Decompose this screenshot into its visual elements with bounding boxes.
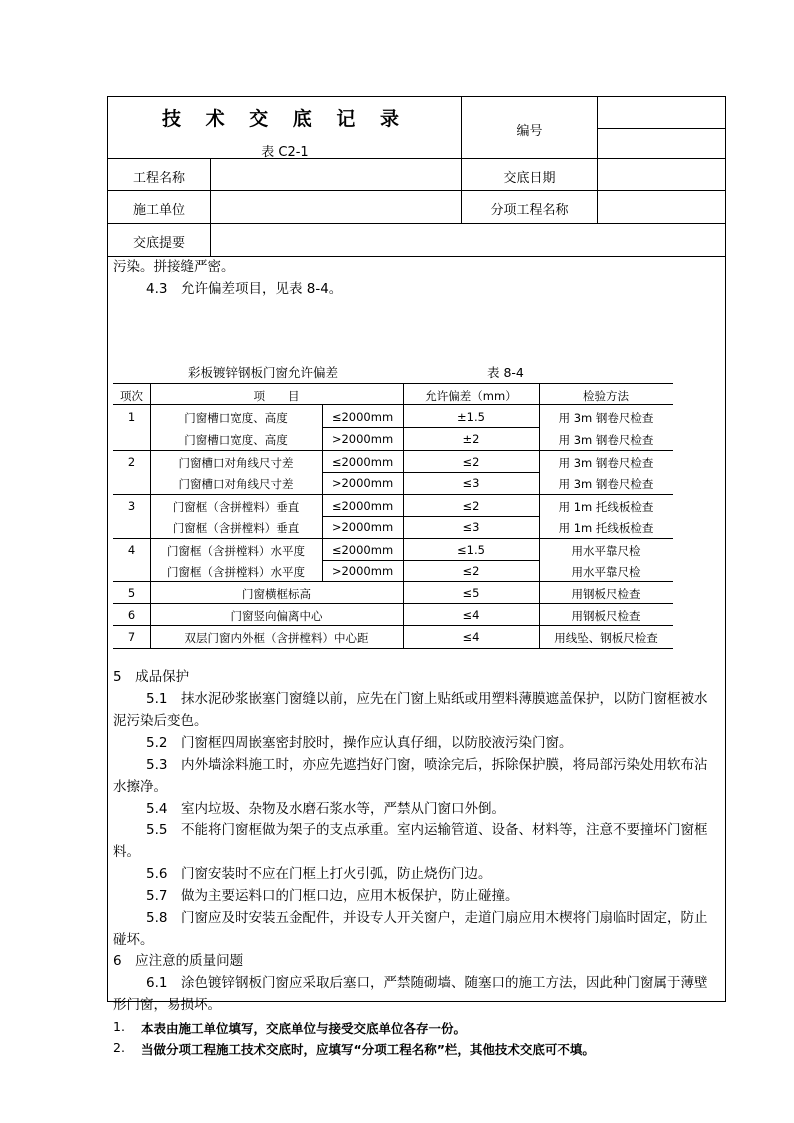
table-row-cond: >2000mm	[331, 476, 394, 490]
paragraph: 5.6 门窗安装时不应在门框上打火引弧，防止烧伤门边。	[146, 866, 492, 882]
table-row-no: 1	[127, 410, 136, 424]
header-divider	[107, 190, 726, 191]
table-row-no: 2	[127, 455, 136, 469]
table-rule	[113, 404, 673, 405]
table-row-no: 5	[127, 586, 136, 600]
table-row-no: 7	[127, 630, 136, 644]
table-row-dev: ≤3	[462, 476, 480, 490]
table-row-method: 用 3m 钢卷尺检查	[558, 411, 654, 425]
table-row-cond: ≤2000mm	[331, 543, 394, 557]
table-row-item: 门窗竖向偏离中心	[230, 609, 323, 623]
footnote-number: 1.	[113, 1019, 125, 1034]
paragraph: 5.4 室内垃圾、杂物及水磨石浆水等，严禁从门窗口外倒。	[146, 801, 505, 817]
table-row-method: 用线坠、钢板尺检查	[554, 631, 658, 645]
table-rule	[113, 581, 673, 582]
paragraph: 污染。拼接缝严密。	[113, 259, 235, 275]
table-row-item: 门窗横框标高	[242, 587, 311, 601]
table-row-dev: ≤4	[462, 630, 480, 644]
table-row-item: 门窗框（含拼樘料）水平度	[167, 544, 305, 558]
table-row-item: 门窗槽口宽度、高度	[184, 411, 288, 425]
section-heading: 6 应注意的质量问题	[113, 953, 244, 969]
table-row-dev: ≤2	[462, 499, 480, 513]
table-row-no: 6	[127, 608, 136, 622]
paragraph-4-3: 4.3 允许偏差项目，见表 8-4。	[146, 281, 343, 297]
col-header-no: 项次	[120, 389, 143, 403]
table-subrule	[322, 472, 539, 473]
header-col-line	[210, 158, 211, 256]
table-row-method: 用水平靠尺检	[571, 544, 641, 558]
footnote-number: 2.	[113, 1040, 125, 1055]
table-rule	[113, 450, 673, 451]
serial-divider	[597, 128, 726, 129]
header-divider	[107, 223, 726, 224]
paragraph: 5.3 内外墙涂料施工时，亦应先遮挡好门窗，喷涂完后，拆除保护膜，将局部污染处用软布沾	[146, 757, 708, 773]
table-number: 表 8-4	[487, 365, 524, 380]
handover-date-label: 交底日期	[503, 171, 556, 186]
table-row-cond: ≤2000mm	[331, 499, 394, 513]
table-row-cond: >2000mm	[331, 432, 394, 446]
header-col-line	[597, 96, 598, 223]
table-rule	[113, 603, 673, 604]
table-row-item: 门窗框（含拼樘料）水平度	[167, 565, 305, 579]
table-row-dev: ±1.5	[457, 410, 485, 424]
project-name-label: 工程名称	[132, 171, 185, 186]
paragraph: 5.2 门窗框四周嵌塞密封胶时，操作应认真仔细，以防胶液污染门窗。	[146, 735, 573, 751]
table-row-item: 门窗框（含拼樘料）垂直	[172, 500, 300, 514]
table-row-item: 双层门窗内外框（含拼樘料）中心距	[184, 631, 369, 645]
col-header-method: 检验方法	[583, 389, 629, 403]
summary-label: 交底提要	[132, 236, 185, 251]
table-row-dev: ≤2	[462, 455, 480, 469]
table-row-cond: >2000mm	[331, 564, 394, 578]
table-row-method: 用水平靠尺检	[571, 565, 641, 579]
table-row-method: 用 3m 钢卷尺检查	[558, 433, 654, 447]
table-row-dev: ±2	[462, 432, 480, 446]
table-row-cond: ≤2000mm	[331, 455, 394, 469]
table-rule	[113, 648, 673, 649]
table-row-method: 用 1m 托线板检查	[558, 500, 654, 514]
table-rule	[113, 538, 673, 539]
table-subrule	[322, 427, 539, 428]
section-heading: 5 成品保护	[113, 669, 190, 685]
col-header-deviation: 允许偏差（mm）	[425, 389, 517, 403]
table-row-method: 用 1m 托线板检查	[558, 521, 654, 535]
table-rule	[113, 383, 673, 384]
table-row-cond: >2000mm	[331, 520, 394, 534]
table-row-method: 用钢板尺检查	[571, 609, 641, 623]
table-row-item: 门窗框（含拼樘料）垂直	[172, 521, 300, 535]
table-row-dev: ≤2	[462, 564, 480, 578]
paragraph: 水擦净。	[113, 779, 167, 795]
table-caption: 彩板镀锌钢板门窗允许偏差	[188, 365, 339, 380]
paragraph: 形门窗，易损坏。	[113, 997, 221, 1013]
table-row-item: 门窗槽口对角线尺寸差	[178, 477, 294, 491]
table-subrule	[322, 560, 539, 561]
table-subrule	[322, 516, 539, 517]
paragraph: 6.1 涂色镀锌钢板门窗应采取后塞口，严禁随砌墙、随塞口的施工方法，因此种门窗属于薄壁	[146, 975, 708, 991]
table-row-dev: ≤5	[462, 586, 480, 600]
table-row-dev: ≤4	[462, 608, 480, 622]
sub-project-label: 分项工程名称	[490, 203, 569, 218]
table-row-cond: ≤2000mm	[331, 410, 394, 424]
table-row-method: 用钢板尺检查	[571, 587, 641, 601]
table-row-no: 4	[127, 543, 136, 557]
paragraph: 5.8 门窗应及时安装五金配件，并设专人开关窗户，走道门扇应用木楔将门扇临时固定，防止	[146, 910, 708, 926]
serial-label: 编号	[516, 124, 543, 139]
table-row-method: 用 3m 钢卷尺检查	[558, 477, 654, 491]
form-number: 表 C2-1	[261, 145, 309, 160]
table-row-no: 3	[127, 499, 136, 513]
col-header-item: 项 目	[253, 389, 300, 403]
paragraph: 泥污染后变色。	[113, 713, 208, 729]
table-row-item: 门窗槽口对角线尺寸差	[178, 456, 294, 470]
table-rule	[113, 494, 673, 495]
construction-unit-label: 施工单位	[132, 203, 185, 218]
paragraph: 料。	[113, 844, 140, 860]
table-row-dev: ≤1.5	[457, 543, 485, 557]
table-rule	[113, 625, 673, 626]
paragraph: 5.1 抹水泥砂浆嵌塞门窗缝以前，应先在门窗上贴纸或用塑料薄膜遮盖保护，以防门窗框被水	[146, 691, 708, 707]
table-row-item: 门窗槽口宽度、高度	[184, 433, 288, 447]
table-row-dev: ≤3	[462, 520, 480, 534]
footnote-text: 当做分项工程施工技术交底时，应填写“分项工程名称”栏，其他技术交底可不填。	[141, 1042, 595, 1057]
form-title: 技 术 交 底 记 录	[161, 108, 409, 130]
paragraph: 5.7 做为主要运料口的门框口边，应用木板保护，防止碰撞。	[146, 888, 519, 904]
footnote-text: 本表由施工单位填写，交底单位与接受交底单位各存一份。	[141, 1021, 467, 1036]
table-row-method: 用 3m 钢卷尺检查	[558, 456, 654, 470]
paragraph: 碰坏。	[113, 932, 154, 948]
paragraph: 5.5 不能将门窗框做为架子的支点承重。室内运输管道、设备、材料等，注意不要撞坏门窗框	[146, 822, 708, 838]
